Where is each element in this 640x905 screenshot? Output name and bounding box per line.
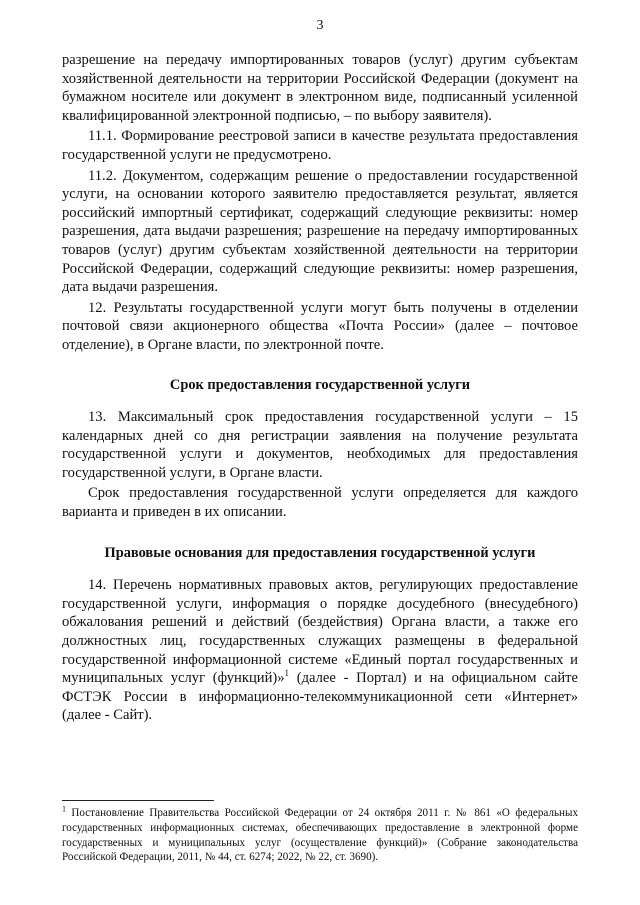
paragraph-continuation: разрешение на передачу импортированных товаров (услуг) другим субъектам хозяйственной деятельности на территории Российской Федерации (документ на бумажном носителе или документ в электронном виде, подписанный усиленной квалифицированной электронной подписью, – по выбору заявителя). [62,52,578,124]
section-heading-legal-basis: Правовые основания для предоставления государственной услуги [104,544,536,561]
paragraph-11-2: 11.2. Документом, содержащим решение о предоставлении государственной услуги, на основании которого заявителю предоставляется результат, является российский импортный сертификат, содержащий следующие реквизиты: номер разрешения, дата выдачи разрешения; разрешение на передачу импортированных товаров (услуг) другим субъектам хозяйственной деятельности на территории Российской Федерации, содержащий следующие реквизиты: номер разрешения, дата выдачи разрешения. [62,167,578,296]
paragraph-14-text-start: 14. Перечень нормативных правовых актов, регулирующих предоставление государственной услуги, информация о порядке досудебного (внесудебного) обжалования решений и действий (бездействия) Органа власти, а также его должностных лиц, государственных служащих размещены в федеральной государственной информационной системе «Единый портал государственных и муниципальных услуг (функций)» [62,577,578,687]
paragraph-11-1: 11.1. Формирование реестровой записи в качестве результата предоставления государственной услуги не предусмотрено. [62,128,578,163]
footnote-reference[interactable]: 1 [284,668,290,679]
page-number: 3 [316,18,324,33]
section-heading-term: Срок предоставления государственной услуги [169,376,471,393]
paragraph-14-text-end: (далее - Портал) и на официальном сайте ФСТЭК России в информационно-телекоммуникационной сети «Интернет» (далее - Сайт). [62,670,578,724]
footnote-text: Постановление Правительства Российской Федерации от 24 октября 2011 г. № 861 «О федеральных государственных информационных системах, обеспечивающих предоставление в электронной форме государственных и муниципальных услуг (осуществление функций)» (Собрание законодательства Российской Федерации, 2011, № 44, ст. 6274; 2022, № 22, ст. 3690). [62,807,578,864]
footnote [62,806,578,865]
footnote-marker: 1 [62,804,66,814]
paragraph-12: 12. Результаты государственной услуги могут быть получены в отделении почтовой связи акционерного общества «Почта России» (далее – почтовое отделение), в Органе власти, по электронной почте. [62,299,578,353]
paragraph-13: 13. Максимальный срок предоставления государственной услуги – 15 календарных дней со дня регистрации заявления на получение результата государственной услуги и документов, необходимых для предоставления государственной услуги, в Органе власти. [62,409,578,481]
paragraph-14 [62,576,578,725]
document-body [62,51,578,725]
paragraph-13-term-note: Срок предоставления государственной услуги определяется для каждого варианта и приведен в их описании. [62,485,578,521]
footnote-divider [62,800,214,801]
